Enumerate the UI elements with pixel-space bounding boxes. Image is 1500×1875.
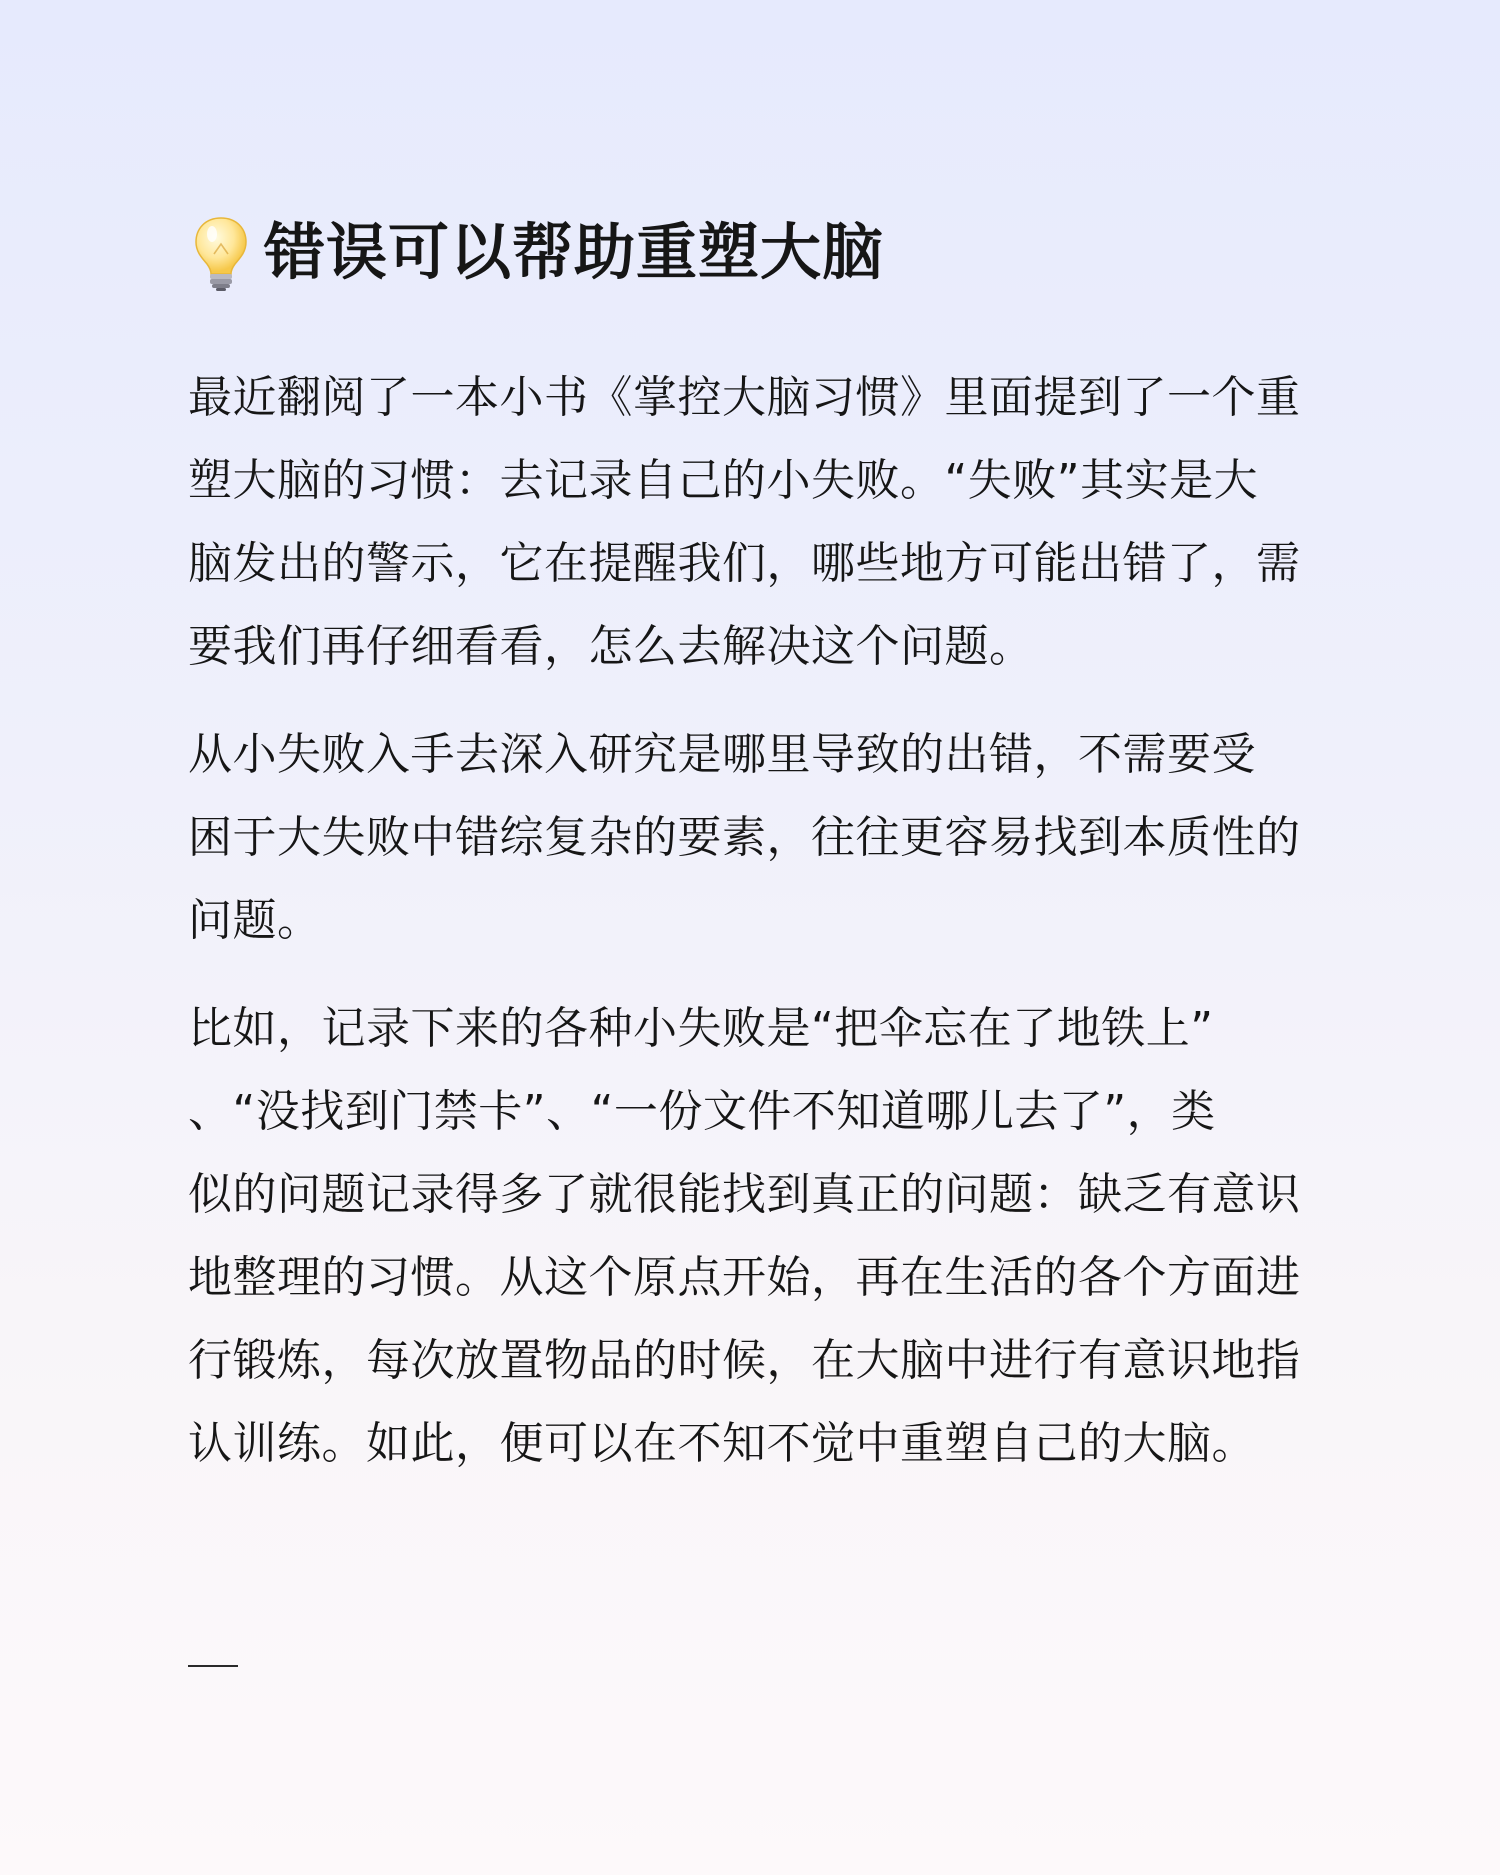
text-line: 要我们再仔细看看，怎么去解决这个问题。 bbox=[188, 621, 1034, 672]
text-line: 认训练。如此，便可以在不知不觉中重塑自己的大脑。 bbox=[188, 1418, 1256, 1469]
text-line: 从小失败入手去深入研究是哪里导致的出错，不需要受 bbox=[188, 729, 1256, 780]
end-divider bbox=[188, 1665, 238, 1667]
paragraph-1 bbox=[188, 356, 1316, 688]
text-line: 地整理的习惯。从这个原点开始，再在生活的各个方面进 bbox=[188, 1252, 1301, 1303]
article-body bbox=[188, 356, 1316, 1485]
text-line: 问题。 bbox=[188, 895, 322, 946]
title-row bbox=[190, 213, 884, 293]
text-line: 塑大脑的习惯：去记录自己的小失败。“失败”其实是大 bbox=[188, 455, 1259, 506]
text-line: 似的问题记录得多了就很能找到真正的问题：缺乏有意识 bbox=[188, 1169, 1301, 1220]
text-line: 、“没找到门禁卡”、“一份文件不知道哪儿去了”，类 bbox=[188, 1086, 1216, 1137]
lightbulb-icon bbox=[190, 214, 252, 292]
text-line: 困于大失败中错综复杂的要素，往往更容易找到本质性的 bbox=[188, 812, 1301, 863]
text-line: 行锻炼，每次放置物品的时候，在大脑中进行有意识地指 bbox=[188, 1335, 1301, 1386]
text-line: 比如，记录下来的各种小失败是“把伞忘在了地铁上” bbox=[188, 1003, 1214, 1054]
paragraph-3 bbox=[188, 987, 1316, 1485]
text-line: 最近翻阅了一本小书《掌控大脑习惯》里面提到了一个重 bbox=[188, 372, 1301, 423]
text-line: 脑发出的警示，它在提醒我们，哪些地方可能出错了，需 bbox=[188, 538, 1301, 589]
page-title: 错误可以帮助重塑大脑 bbox=[264, 217, 885, 288]
paragraph-2 bbox=[188, 713, 1316, 962]
